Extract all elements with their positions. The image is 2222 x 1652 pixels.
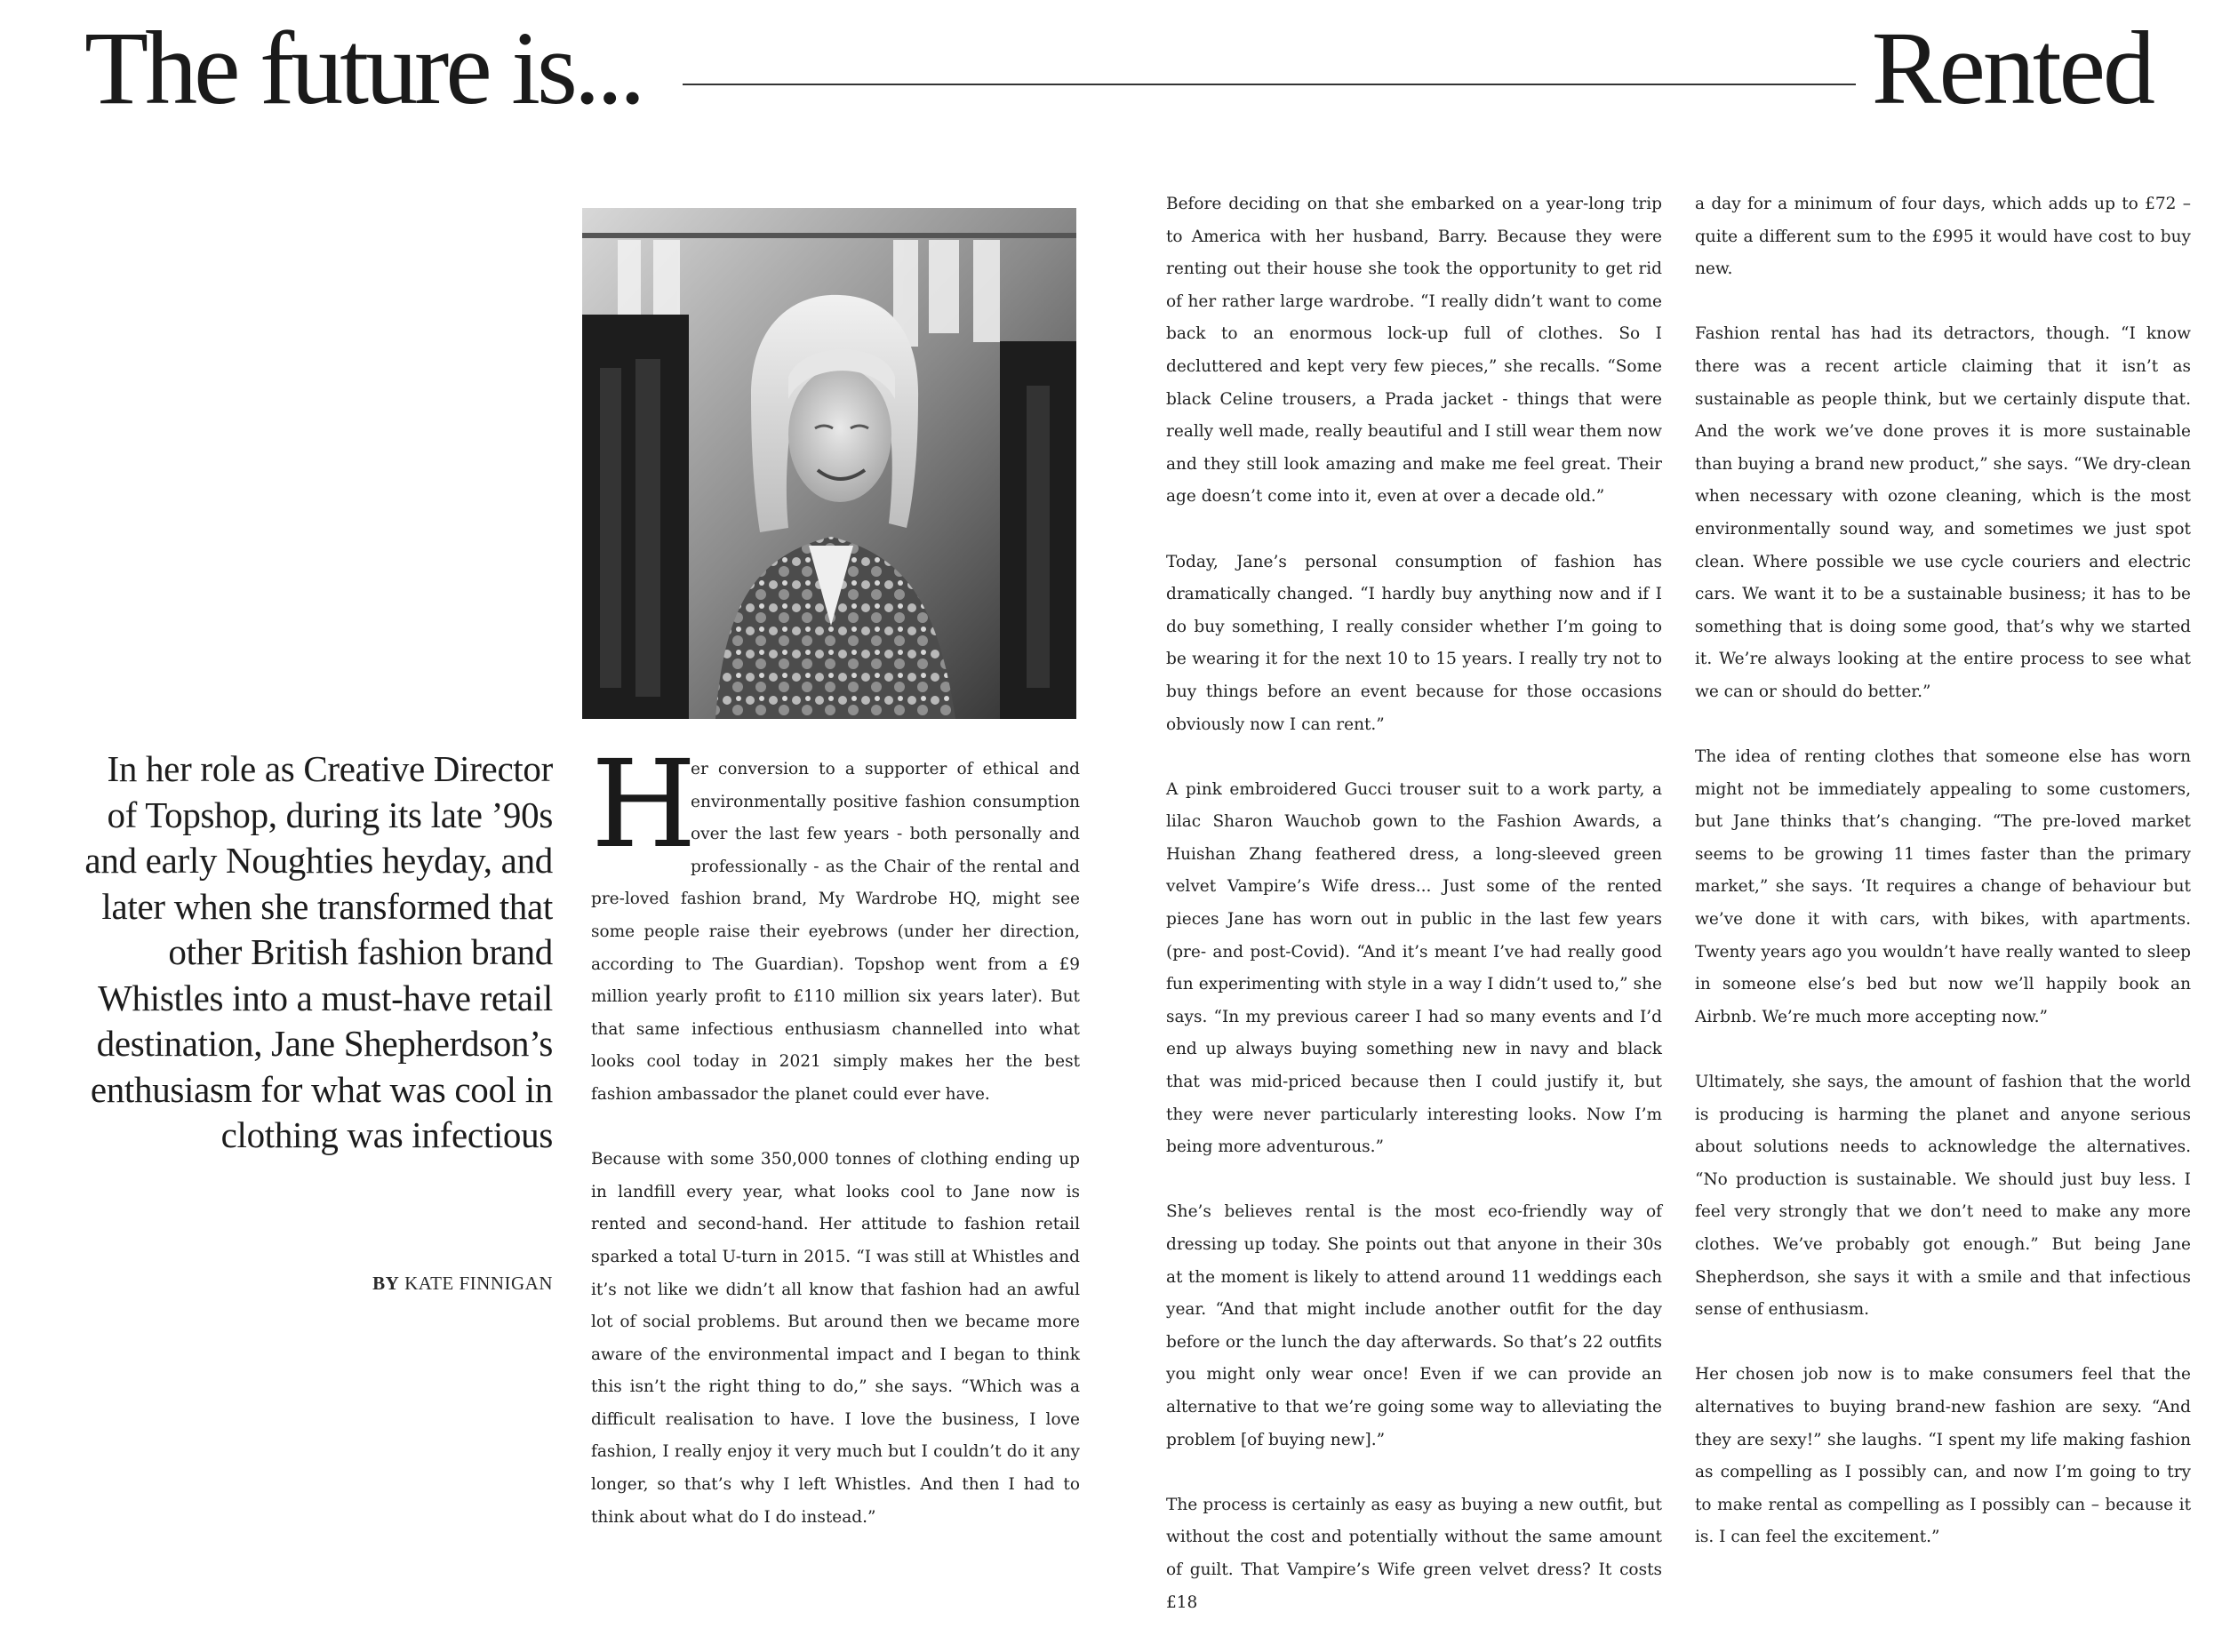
article-paragraph: She’s believes rental is the most eco-friendly way of dressing up today. She points out that anyone in their 30s at the moment is likely to attend around 11 weddings each year. “And that might include another outfit for the day before or the lunch the day afterwards. So that’s 22 outfits you might only wear once! Even if we can provide an alternative to that we’re going some way to alleviating the problem [of buying new].” bbox=[1166, 1202, 1662, 1449]
drop-cap: H bbox=[591, 735, 697, 875]
byline bbox=[71, 1273, 553, 1295]
title-rule bbox=[683, 84, 1856, 85]
portrait-photo bbox=[582, 208, 1076, 719]
paragraph-text: er conversion to a supporter of ethical and environmentally positive fashion consumption over the last few years - both personally and professionally - as the Chair of the rental and pre-loved fashion brand, My Wardrobe HQ, might see some people raise their eyebrows (under her direction, according to The Guardian). Topshop went from a £9 million yearly profit to £110 million six years later). But that same infectious enthusiasm channelled into what looks cool today in 2021 simply makes her the best fashion ambassador the planet could ever have. bbox=[591, 760, 1080, 1104]
article-paragraph: a day for a minimum of four days, which adds up to £72 – quite a different sum to the £995 it would have cost to buy new. bbox=[1695, 195, 2191, 279]
title-right: Rented bbox=[1871, 10, 2153, 126]
page-header bbox=[0, 0, 2222, 124]
byline-prefix: BY bbox=[372, 1273, 400, 1294]
article-paragraph: Fashion rental has had its detractors, though. “I know there was a recent article claiming that it isn’t as sustainable as people think, but we certainly dispute that. And the work we’ve done proves it is more sustainable than buying a brand new product,” she says. “We dry-clean when necessary with ozone cleaning, which is the most environmentally sound way, and sometimes we just spot clean. Where possible we use cycle couriers and electric cars. We want it to be a sustainable business; it has to be something that is doing some good, that’s why we started it. We’re always looking at the entire process to see what we can or should do better.” bbox=[1695, 324, 2191, 701]
byline-author: KATE FINNIGAN bbox=[404, 1273, 553, 1294]
article-paragraph: Before deciding on that she embarked on a year-long trip to America with her husband, Barry. Because they were renting out their house she took the opportunity to get rid of her rather large wardrobe. “I really didn’t want to come back to an enormous lock-up full of clothes. So I decluttered and kept very few pieces,” she recalls. “Some black Celine trousers, a Prada jacket - things that were really well made, really beautiful and I still wear them now and they still look amazing and make me feel great. Their age doesn’t come into it, even at over a decade old.” bbox=[1166, 195, 1662, 507]
article-paragraph: The process is certainly as easy as buying a new outfit, but without the cost and potentially without the same amount of guilt. That Vampire’s Wife green velvet dress? It costs £18 bbox=[1166, 1495, 1662, 1612]
article-paragraph: Today, Jane’s personal consumption of fashion has dramatically changed. “I hardly buy anything now and if I do buy something, I really consider whether I’m going to be wearing it for the next 10 to 15 years. I really try not to buy things before an event because for those occasions obviously now I can rent.” bbox=[1166, 552, 1662, 734]
article-column-2 bbox=[1166, 188, 1662, 1652]
article-paragraph bbox=[591, 735, 1080, 1112]
article-paragraph: Her chosen job now is to make consumers feel that the alternatives to buying brand-new fashion are sexy. “And they are sexy!” she laughs. “I spent my life making fashion as compelling as I possibly can, and now I’m going to try to make rental as compelling as I possibly can – because it is. I can feel the excitement.” bbox=[1695, 1365, 2191, 1547]
article-paragraph: A pink embroidered Gucci trouser suit to a work party, a lilac Sharon Wauchob gown to the Fashion Awards, a Huishan Zhang feathered dress, a long-sleeved green velvet Vampire’s Wife dress... Just some of the rented pieces Jane has worn out in public in the last few years (pre- and post-Covid). “And it’s meant I’ve had really good fun experimenting with style in a way I didn’t used to,” she says. “In my previous career I had so many events and I’d end up always buying something new in navy and black that was mid-priced because then I could justify it, but they were never particularly interesting looks. Now I’m being more adventurous.” bbox=[1166, 779, 1662, 1157]
article-paragraph: Because with some 350,000 tonnes of clothing ending up in landfill every year, what looks cool to Jane now is rented and second-hand. Her attitude to fashion retail sparked a total U-turn in 2015. “I was still at Whistles and it’s not like we didn’t all know that fashion had an awful lot of social problems. But around then we became more aware of the environmental impact and I began to think this isn’t the right thing to do,” she says. “Which was a difficult realisation to have. I love the business, I love fashion, I really enjoy it very much but I couldn’t do it any longer, so that’s why I left Whistles. And then I had to think about what do I do instead.” bbox=[591, 1150, 1080, 1527]
article-paragraph: Ultimately, she says, the amount of fashion that the world is producing is harming the planet and anyone serious about solutions needs to acknowledge the alternatives. “No production is sustainable. We should just buy less. I feel very strongly that we don’t need to make any more clothes. We’ve probably got enough.” But being Jane Shepherdson, she says it with a smile and that infectious sense of enthusiasm. bbox=[1695, 1073, 2191, 1320]
article-column-1 bbox=[591, 735, 1080, 1567]
article-paragraph: The idea of renting clothes that someone else has worn might not be immediately appealing to some customers, but Jane thinks that’s changing. “The pre-loved market seems to be growing 11 times faster than the primary market,” she says. ‘It requires a change of behaviour but we’ve done it with cars, with bikes, with apartments. Twenty years ago you wouldn’t have really wanted to sleep in someone else’s bed but now we’ll happily book an Airbnb. We’re much more accepting now.” bbox=[1695, 747, 2191, 1026]
standfirst: In her role as Creative Director of Topshop, during its late ’90s and early Noughties heyday, and later when she transformed that other British fashion brand Whistles into a must-have retail destination, Jane Shepherdson’s enthusiasm for what was cool in clothing was infectious bbox=[84, 748, 553, 1155]
article-column-3 bbox=[1695, 188, 2191, 1587]
title-left: The future is... bbox=[84, 10, 643, 126]
portrait-illustration bbox=[582, 208, 1076, 719]
